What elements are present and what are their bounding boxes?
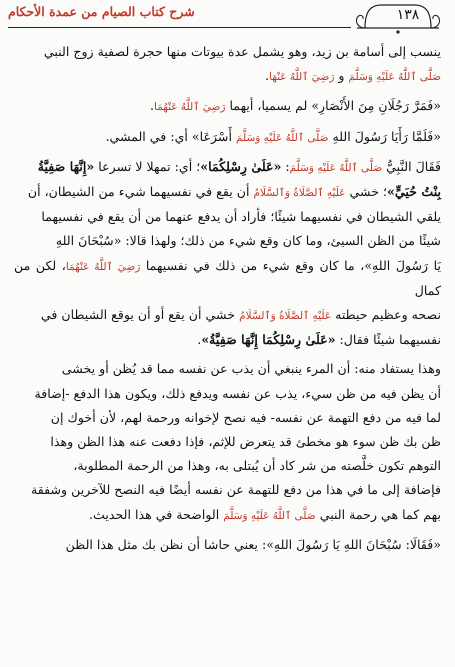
text-run: «فَمَرَّ رَجُلَانِ مِنَ الأَنْصَارِ» لم يسميا، أيهما <box>225 98 441 114</box>
text-run: ظن بك ظن سوء هو مخطئ قد يتعرض للإثم، فإذا دفعت عنه هذا الظن وهذا <box>50 434 441 450</box>
hadith-quote: «عَلَىٰ رِسْلِكُمَا» <box>200 158 282 174</box>
honorific-phrase: رَضِيَ ٱللَّهُ عَنْهُمَا <box>65 260 141 273</box>
hadith-quote: «عَلَىٰ رِسْلِكُمَا إِنَّهَا صَفِيَّةُ» <box>201 332 336 348</box>
text-line <box>14 503 441 528</box>
page-header <box>0 0 455 40</box>
text-run: . <box>265 68 270 84</box>
text-run: و <box>334 68 349 84</box>
text-line <box>14 94 441 119</box>
text-line <box>14 254 441 303</box>
text-line <box>14 229 441 253</box>
text-line <box>14 533 441 557</box>
honorific-phrase: عَلَيْهِ ٱلصَّلَاةُ وَٱلسَّلَامُ <box>253 187 346 200</box>
honorific-phrase: عَلَيْهِ ٱلصَّلَاةُ وَٱلسَّلَامُ <box>239 310 332 323</box>
honorific-phrase: صَلَّى ٱللَّهُ عَلَيْهِ وَسَلَّمَ <box>348 71 441 84</box>
header-rule <box>8 27 351 28</box>
honorific-phrase: صَلَّى ٱللَّهُ عَلَيْهِ وَسَلَّمَ <box>289 161 383 174</box>
text-run: نصحه وعظيم حيطته <box>331 307 441 323</box>
honorific-phrase: رَضِيَ ٱللَّهُ عَنْهُمَا <box>154 101 226 114</box>
text-run: . <box>197 332 202 348</box>
text-line <box>14 303 441 328</box>
text-run: بهم كما هي رحمة النبي <box>315 506 441 522</box>
text-line <box>14 430 441 454</box>
honorific-phrase: صَلَّى ٱللَّهُ عَلَيْهِ وَسَلَّمَ <box>236 131 329 144</box>
text-line <box>14 454 441 478</box>
text-run: أَسْرَعَا» أي: في المشي. <box>105 128 236 144</box>
text-run: يلقي الشيطان في نفسيهما شيئًا؛ فأراد أن يدفع عنهما من أن يقع في نفسيهما <box>41 209 441 225</box>
text-line <box>14 155 441 180</box>
text-run: فَقَالَ النَّبِيُّ <box>382 158 441 174</box>
text-line <box>14 382 441 406</box>
text-run: ؛ أي: تمهلا لا تسرعا <box>94 158 201 174</box>
page-number: ١٣٨ <box>396 7 420 23</box>
text-run: أن يظن فيه من ظن سيء، يذب عن نفسه ويدفع ذلك، ويكون هذا الدفع -إضافة <box>34 385 441 401</box>
text-run: نفسيهما شيئًا فقال: <box>335 332 441 348</box>
text-line <box>14 357 441 381</box>
text-run: فإضافة إلى ما في هذا من دفع للتهمة عن نفسه أيضًا فيه النصح للآخرين وشفقة <box>31 482 441 498</box>
hadith-quote: «إِنَّهَا صَفِيَّةُ <box>37 158 95 174</box>
text-run: «فَلَمَّا رَأَيَا رَسُولَ اللهِ <box>328 128 441 144</box>
page-body-text <box>14 40 441 557</box>
text-run: وهذا يستفاد منه: أن المرء ينبغي أن يذب عن نفسه مما قد يُظن أو يخشى <box>61 361 441 377</box>
text-run: ينسب إلى أسامة بن زيد، وهو يشمل عدة بيوتات منها حجرة لصفية زوج النبي <box>43 44 441 59</box>
text-run: يَا رَسُولَ اللهِ»، ما كان وقع شيء من ذلك في نفسيهما <box>140 257 441 273</box>
text-line <box>14 64 441 89</box>
text-line <box>14 328 441 352</box>
text-line <box>14 205 441 229</box>
text-line <box>14 125 441 150</box>
hadith-quote: بِنْتُ حُيَيٍّ» <box>386 184 441 200</box>
honorific-phrase: رَضِيَ ٱللَّهُ عَنْهَا <box>269 71 335 84</box>
text-run: ؛ خشي <box>345 184 387 200</box>
text-run: شيئًا من الظن السيئ، وما كان وقع شيء من ذلك؛ ولهذا قالا: «سُبْحَانَ اللهِ <box>55 233 441 249</box>
text-line <box>14 406 441 430</box>
text-line <box>14 478 441 502</box>
text-run: «فَقَالَا: سُبْحَانَ اللهِ يَا رَسُولَ اللهِ»: يعني حاشا أن نظن بك مثل هذا الظن <box>65 536 441 552</box>
text-run: : <box>281 158 290 174</box>
text-run: أن يقع في نفسيهما شيء من الشيطان، أن <box>27 184 254 200</box>
text-run: ، لكن من كمال <box>14 257 441 298</box>
text-run: لما فيه من دفع التهمة عن نفسه- فيه نصح لإخوانه ورحمة لهم، لأن أخوك إن <box>50 409 441 425</box>
text-run: خشي أن يقع أو أن يوقع الشيطان في <box>40 307 240 323</box>
text-run: التوهم تكون خلَّصته من شر كاد أن يُبتلى به، وهذا من الرحمة المطلوبة، <box>73 458 441 474</box>
running-title: شرح كتاب الصيام من عمدة الأحكام <box>8 4 195 19</box>
honorific-phrase: صَلَّى ٱللَّهُ عَلَيْهِ وَسَلَّمَ <box>223 509 316 522</box>
text-line <box>14 40 441 64</box>
text-line <box>14 180 441 205</box>
text-run: الواضحة في هذا الحديث. <box>89 506 224 522</box>
text-run: . <box>150 98 155 114</box>
